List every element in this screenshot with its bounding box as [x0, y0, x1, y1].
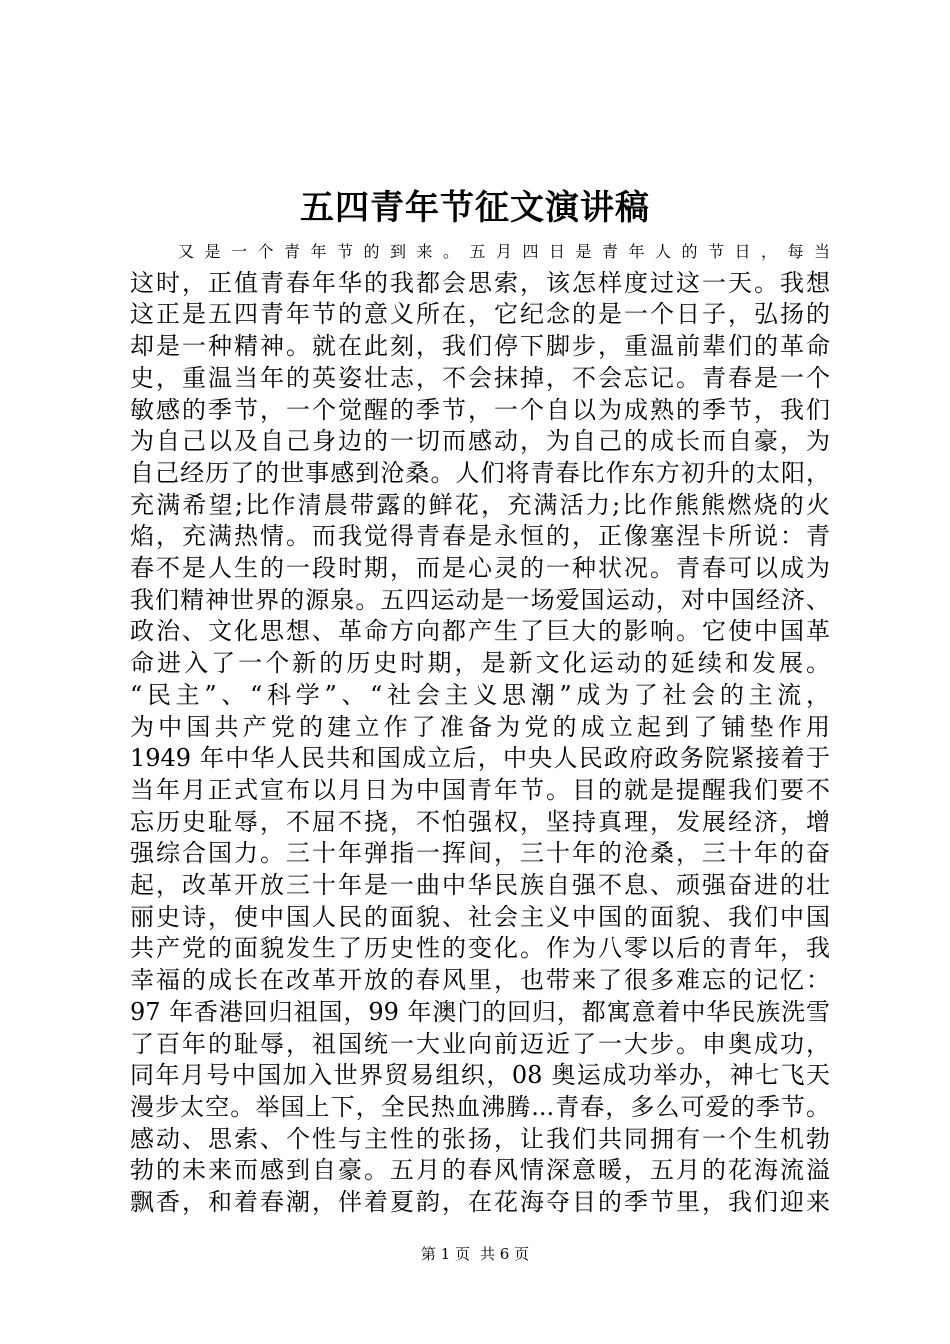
body-line: 当年月正式宣布以月日为中国青年节。目的就是提醒我们要不: [130, 775, 830, 804]
page-footer: [0, 1244, 950, 1264]
body-line: 飘香，和着春潮，伴着夏韵，在花海夺目的季节里，我们迎来: [130, 1188, 830, 1217]
body-line: 春不是人生的一段时期，而是心灵的一种状况。青春可以成为: [130, 554, 830, 583]
body-line: 勃的未来而感到自豪。五月的春风情深意暖，五月的花海流溢: [130, 1156, 830, 1185]
body-line: 强综合国力。三十年弹指一挥间，三十年的沧桑，三十年的奋: [130, 839, 830, 868]
body-line: 共产党的面貌发生了历史性的变化。作为八零以后的青年，我: [130, 934, 830, 963]
body-line: 漫步太空。举国上下，全民热血沸腾...青春，多么可爱的季节。: [130, 1092, 830, 1121]
body-line: 政治、文化思想、革命方向都产生了巨大的影响。它使中国革: [130, 617, 830, 646]
body-line: 为自己以及自己身边的一切而感动，为自己的成长而自豪，为: [130, 427, 830, 456]
body-line: 这时，正值青春年华的我都会思索，该怎样度过这一天。我想: [130, 268, 830, 297]
body-line: 幸福的成长在改革开放的春风里，也带来了很多难忘的记忆：: [130, 966, 830, 995]
body-line: 97 年香港回归祖国，99 年澳门的回归，都寓意着中华民族洗雪: [130, 997, 830, 1026]
document-title: 五四青年节征文演讲稿: [300, 188, 650, 228]
body-line: 史，重温当年的英姿壮志，不会抹掉，不会忘记。青春是一个: [130, 363, 830, 392]
body-line: 丽史诗，使中国人民的面貌、社会主义中国的面貌、我们中国: [130, 902, 830, 931]
document-body: [130, 236, 830, 1219]
body-line: 敏感的季节，一个觉醒的季节，一个自以为成熟的季节，我们: [130, 395, 830, 424]
body-line: 这正是五四青年节的意义所在，它纪念的是一个日子，弘扬的: [130, 300, 830, 329]
body-line: 自己经历了的世事感到沧桑。人们将青春比作东方初升的太阳，: [130, 458, 830, 487]
body-line: 为中国共产党的建立作了准备为党的成立起到了铺垫作用: [130, 712, 830, 741]
body-line: 我们精神世界的源泉。五四运动是一场爱国运动，对中国经济、: [130, 585, 830, 614]
body-line: 命进入了一个新的历史时期，是新文化运动的延续和发展。: [130, 649, 830, 678]
body-line: 了百年的耻辱，祖国统一大业向前迈近了一大步。申奥成功，: [130, 1029, 830, 1058]
body-line: “民主”、“科学”、“社会主义思潮”成为了社会的主流，: [130, 680, 830, 709]
body-line: 同年月号中国加入世界贸易组织，08 奥运成功举办，神七飞天: [130, 1061, 830, 1090]
body-line: 充满希望;比作清晨带露的鲜花，充满活力;比作熊熊燃烧的火: [130, 490, 830, 519]
body-line: 起，改革开放三十年是一曲中华民族自强不息、顽强奋进的壮: [130, 871, 830, 900]
body-line: 却是一种精神。就在此刻，我们停下脚步，重温前辈们的革命: [130, 332, 830, 361]
body-line: 又是一个青年节的到来。五月四日是青年人的节日，每当: [178, 242, 830, 261]
body-line: 焰，充满热情。而我觉得青春是永恒的，正像塞涅卡所说：青: [130, 522, 830, 551]
body-line: 忘历史耻辱，不屈不挠，不怕强权，坚持真理，发展经济，增: [130, 807, 830, 836]
body-line: 1949 年中华人民共和国成立后，中央人民政府政务院紧接着于: [130, 744, 830, 773]
page-total: 共 6 页: [480, 1245, 530, 1263]
body-line: 感动、思索、个性与主性的张扬，让我们共同拥有一个生机勃: [130, 1124, 830, 1153]
page-number: 第 1 页: [420, 1245, 470, 1263]
